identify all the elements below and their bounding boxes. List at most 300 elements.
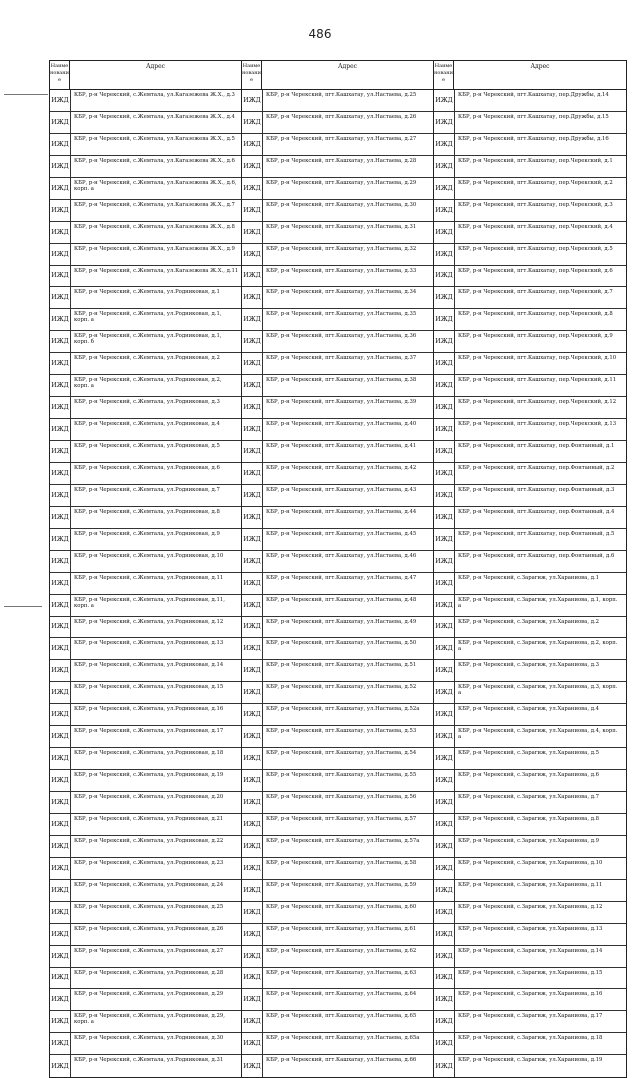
address-text: КБР, р-н Черекский, пгт.Кашхатау, ул.Настаева, д.43 [266, 486, 417, 493]
object-type: ИЖД [242, 792, 263, 813]
address-text: КБР, р-н Черекский, с.Зарагиж, ул.Хараниова, д.16 [458, 991, 603, 998]
address-text: КБР, р-н Черекский, с.Жемтала, ул.Родниковая, д.15 [74, 684, 224, 691]
table-row [434, 156, 626, 178]
address-cell [263, 529, 433, 550]
table-row [434, 134, 626, 156]
address-cell [71, 770, 241, 791]
address-cell [263, 441, 433, 462]
address-text: КБР, р-н Черекский, с.Жемтала, ул.Родниковая, д.3 [74, 399, 220, 406]
object-type: ИЖД [242, 1011, 263, 1032]
address-cell [455, 989, 626, 1010]
table-row [242, 1033, 433, 1055]
object-type: ИЖД [434, 617, 455, 638]
address-text: КБР, р-н Черекский, с.Зарагиж, ул.Хараниова, д.4, корп. [458, 728, 618, 735]
table-row [434, 112, 626, 134]
address-cell [455, 178, 626, 199]
object-type: ИЖД [50, 156, 71, 177]
object-type: ИЖД [242, 485, 263, 506]
address-text: КБР, р-н Черекский, пгт.Кашхатау, ул.Настаева, д.63 [266, 969, 417, 976]
address-text: КБР, р-н Черекский, пгт.Кашхатау, пер.Черекский, д.6 [458, 267, 613, 274]
object-type: ИЖД [434, 726, 455, 747]
address-text: КБР, р-н Черекский, пгт.Кашхатау, ул.Настаева, д.52 [266, 684, 417, 691]
address-text: КБР, р-н Черекский, с.Зарагиж, ул.Хараниова, д.4 [458, 706, 600, 713]
address-text: КБР, р-н Черекский, пгт.Кашхатау, ул.Настаева, д.26 [266, 113, 417, 120]
table-row [50, 1055, 241, 1077]
table-row [242, 1055, 433, 1077]
object-type: ИЖД [242, 660, 263, 681]
address-cell [455, 595, 626, 616]
object-type: ИЖД [242, 331, 263, 352]
object-type: ИЖД [434, 748, 455, 769]
address-text: КБР, р-н Черекский, с.Жемтала, ул.Родниковая, д.10 [74, 552, 224, 559]
address-cell [263, 814, 433, 835]
address-text: КБР, р-н Черекский, пгт.Кашхатау, ул.Настаева, д.45 [266, 530, 417, 537]
address-text: КБР, р-н Черекский, с.Зарагиж, ул.Хараниова, д.17 [458, 1013, 603, 1020]
table-row [50, 244, 241, 266]
address-text: КБР, р-н Черекский, пгт.Кашхатау, ул.Настаева, д.36 [266, 333, 417, 340]
object-type: ИЖД [242, 134, 263, 155]
address-cell [71, 968, 241, 989]
object-type: ИЖД [242, 156, 263, 177]
address-cell [71, 485, 241, 506]
address-cell [71, 156, 241, 177]
address-cell [71, 90, 241, 111]
table-row [50, 1033, 241, 1055]
table-row [434, 858, 626, 880]
object-type: ИЖД [242, 573, 263, 594]
object-type: ИЖД [434, 200, 455, 221]
object-type: ИЖД [50, 353, 71, 374]
address-cell [455, 924, 626, 945]
object-type: ИЖД [434, 353, 455, 374]
table-row [242, 836, 433, 858]
address-text: КБР, р-н Черекский, пгт.Кашхатау, ул.Настаева, д.52а [266, 706, 420, 713]
address-cell [71, 244, 241, 265]
object-type: ИЖД [242, 353, 263, 374]
object-type: ИЖД [242, 507, 263, 528]
address-cell [71, 200, 241, 221]
address-text: КБР, р-н Черекский, пгт.Кашхатау, ул.Настаева, д.25 [266, 92, 417, 98]
address-cell [71, 551, 241, 572]
address-cell [263, 90, 433, 111]
address-text: КБР, р-н Черекский, с.Жемтала, ул.Родниковая, д.4 [74, 421, 220, 428]
address-text: КБР, р-н Черекский, пгт.Кашхатау, ул.Настаева, д.56 [266, 794, 417, 800]
address-cell [71, 638, 241, 659]
object-type: ИЖД [434, 441, 455, 462]
table-row [434, 968, 626, 990]
table-row [50, 968, 241, 990]
address-text: КБР, р-н Черекский, с.Жемтала, ул.Кагазежева Ж.Х., д.4 [74, 113, 235, 120]
address-cell [263, 134, 433, 155]
table-row [242, 463, 433, 485]
address-text: КБР, р-н Черекский, пгт.Кашхатау, ул.Настаева, д.27 [266, 135, 417, 142]
address-cell [263, 287, 433, 308]
table-row [434, 924, 626, 946]
table-row [242, 1011, 433, 1033]
address-cell [455, 287, 626, 308]
object-type: ИЖД [242, 704, 263, 725]
address-cell [263, 989, 433, 1010]
table-row [434, 946, 626, 968]
address-cell [71, 112, 241, 133]
address-suffix: а [458, 602, 462, 609]
object-type: ИЖД [50, 924, 71, 945]
object-type: ИЖД [434, 287, 455, 308]
address-cell [455, 551, 626, 572]
address-text: КБР, р-н Черекский, пгт.Кашхатау, пер.Черекский, д.13 [458, 421, 617, 428]
address-text: КБР, р-н Черекский, пгт.Кашхатау, ул.Настаева, д.60 [266, 903, 417, 910]
object-type: ИЖД [50, 375, 71, 396]
table-row [242, 726, 433, 748]
address-text: КБР, р-н Черекский, пгт.Кашхатау, ул.Настаева, д.61 [266, 925, 417, 932]
table-row [242, 507, 433, 529]
address-text: КБР, р-н Черекский, пгт.Кашхатау, пер.Черекский, д.11 [458, 377, 617, 384]
object-type: ИЖД [50, 880, 71, 901]
address-text: КБР, р-н Черекский, пгт.Кашхатау, ул.Настаева, д.48 [266, 596, 417, 603]
object-type: ИЖД [242, 266, 263, 287]
address-text: КБР, р-н Черекский, пгт.Кашхатау, ул.Настаева, д.51 [266, 662, 417, 669]
table-row [50, 529, 241, 551]
address-cell [455, 134, 626, 155]
table-row [50, 112, 241, 134]
table-row [50, 814, 241, 836]
address-cell [263, 1055, 433, 1077]
object-type: ИЖД [434, 660, 455, 681]
address-cell [71, 463, 241, 484]
object-type: ИЖД [50, 331, 71, 352]
table-row [242, 660, 433, 682]
object-type: ИЖД [50, 529, 71, 550]
table-row [434, 704, 626, 726]
table-row [434, 485, 626, 507]
address-text: КБР, р-н Черекский, с.Зарагиж, ул.Хараниова, д.8 [458, 815, 600, 822]
address-cell [71, 792, 241, 813]
address-text: КБР, р-н Черекский, с.Жемтала, ул.Родниковая, д.28 [74, 969, 224, 976]
object-type: ИЖД [434, 463, 455, 484]
address-text: КБР, р-н Черекский, пгт.Кашхатау, ул.Настаева, д.58 [266, 859, 417, 866]
address-text: КБР, р-н Черекский, пгт.Кашхатау, пер.Черекский, д.2 [458, 179, 613, 186]
object-type: ИЖД [50, 222, 71, 243]
address-text: КБР, р-н Черекский, пгт.Кашхатау, ул.Настаева, д.32 [266, 245, 417, 252]
object-type: ИЖД [50, 266, 71, 287]
object-type: ИЖД [242, 178, 263, 199]
table-row [242, 529, 433, 551]
object-type: ИЖД [50, 968, 71, 989]
object-type: ИЖД [242, 463, 263, 484]
address-cell [71, 660, 241, 681]
table-row [50, 419, 241, 441]
address-cell [71, 726, 241, 747]
object-type: ИЖД [434, 419, 455, 440]
table-row [434, 836, 626, 858]
address-text: КБР, р-н Черекский, пгт.Кашхатау, ул.Настаева, д.42 [266, 464, 417, 471]
address-cell [263, 858, 433, 879]
address-cell [71, 353, 241, 374]
address-text: КБР, р-н Черекский, с.Жемтала, ул.Родниковая, д.22 [74, 837, 224, 844]
object-type: ИЖД [50, 595, 71, 616]
address-cell [71, 1033, 241, 1054]
address-text: КБР, р-н Черекский, пгт.Кашхатау, ул.Настаева, д.40 [266, 421, 417, 428]
object-type: ИЖД [242, 968, 263, 989]
object-type: ИЖД [434, 968, 455, 989]
address-text: КБР, р-н Черекский, пгт.Кашхатау, пер.Черекский, д.5 [458, 245, 613, 252]
address-cell [263, 1011, 433, 1032]
table-row [242, 90, 433, 112]
object-type: ИЖД [50, 748, 71, 769]
address-suffix: корп. а [74, 185, 94, 192]
address-cell [263, 638, 433, 659]
address-text: КБР, р-н Черекский, пгт.Кашхатау, ул.Настаева, д.38 [266, 377, 417, 384]
object-type: ИЖД [242, 617, 263, 638]
address-text: КБР, р-н Черекский, пгт.Кашхатау, ул.Настаева, д.34 [266, 289, 417, 296]
table-row [50, 770, 241, 792]
object-type: ИЖД [50, 770, 71, 791]
address-cell [455, 309, 626, 330]
address-text: КБР, р-н Черекский, с.Жемтала, ул.Родниковая, д.30 [74, 1035, 224, 1042]
address-cell [455, 748, 626, 769]
table-row [434, 90, 626, 112]
address-text: КБР, р-н Черекский, с.Жемтала, ул.Родниковая, д.6 [74, 464, 220, 471]
table-row [242, 200, 433, 222]
table-row [50, 551, 241, 573]
address-text: КБР, р-н Черекский, с.Жемтала, ул.Родниковая, д.11 [74, 574, 224, 581]
address-cell [263, 551, 433, 572]
address-text: КБР, р-н Черекский, с.Жемтала, ул.Родниковая, д.7 [74, 486, 220, 493]
address-cell [263, 1033, 433, 1054]
address-suffix: а [458, 690, 462, 697]
address-cell [71, 375, 241, 396]
object-type: ИЖД [50, 660, 71, 681]
table-row [50, 682, 241, 704]
address-suffix: корп. а [74, 1019, 94, 1026]
object-type: ИЖД [434, 573, 455, 594]
object-type: ИЖД [242, 222, 263, 243]
object-type: ИЖД [434, 551, 455, 572]
address-cell [455, 266, 626, 287]
object-type: ИЖД [50, 638, 71, 659]
table-column [50, 61, 242, 1077]
address-cell [71, 419, 241, 440]
object-type: ИЖД [242, 1055, 263, 1077]
object-type: ИЖД [50, 485, 71, 506]
address-text: КБР, р-н Черекский, пгт.Кашхатау, ул.Настаева, д.31 [266, 223, 417, 230]
address-text: КБР, р-н Черекский, с.Жемтала, ул.Родниковая, д.1, [74, 311, 222, 318]
address-cell [263, 200, 433, 221]
table-row [242, 397, 433, 419]
address-cell [455, 507, 626, 528]
address-text: КБР, р-н Черекский, с.Жемтала, ул.Родниковая, д.5 [74, 443, 220, 449]
scan-mark-line [4, 606, 42, 607]
object-type: ИЖД [242, 814, 263, 835]
object-type: ИЖД [50, 244, 71, 265]
object-type: ИЖД [50, 682, 71, 703]
table-row [242, 309, 433, 331]
table-row [242, 770, 433, 792]
address-text: КБР, р-н Черекский, с.Жемтала, ул.Родниковая, д.12 [74, 618, 224, 625]
table-row [50, 880, 241, 902]
address-text: КБР, р-н Черекский, пгт.Кашхатау, ул.Настаева, д.39 [266, 399, 417, 406]
address-text: КБР, р-н Черекский, пгт.Кашхатау, пер.Фонтанный, д.1 [458, 443, 615, 449]
address-cell [263, 924, 433, 945]
table-row [50, 375, 241, 397]
object-type: ИЖД [434, 814, 455, 835]
address-cell [263, 309, 433, 330]
object-type: ИЖД [242, 902, 263, 923]
address-cell [263, 660, 433, 681]
object-type: ИЖД [242, 682, 263, 703]
object-type: ИЖД [50, 419, 71, 440]
table-row [434, 989, 626, 1011]
address-cell [455, 660, 626, 681]
table-row [50, 595, 241, 617]
table-row [434, 287, 626, 309]
table-row [242, 266, 433, 288]
address-cell [263, 419, 433, 440]
address-text: КБР, р-н Черекский, с.Жемтала, ул.Родниковая, д.11, [74, 596, 225, 603]
object-type: ИЖД [50, 463, 71, 484]
table-row [50, 353, 241, 375]
address-text: КБР, р-н Черекский, пгт.Кашхатау, пер.Дружбы, д.16 [458, 135, 609, 142]
address-text: КБР, р-н Черекский, пгт.Кашхатау, ул.Настаева, д.41 [266, 443, 417, 449]
table-row [434, 529, 626, 551]
address-text: КБР, р-н Черекский, с.Жемтала, ул.Кагазежева Ж.Х., д.6 [74, 157, 235, 164]
table-row [50, 836, 241, 858]
object-type: ИЖД [242, 946, 263, 967]
table-row [50, 441, 241, 463]
object-type: ИЖД [434, 1011, 455, 1032]
address-text: КБР, р-н Черекский, пгт.Кашхатау, ул.Настаева, д.55 [266, 772, 417, 779]
table-row [434, 200, 626, 222]
address-cell [455, 375, 626, 396]
address-text: КБР, р-н Черекский, пгт.Кашхатау, ул.Настаева, д.57а [266, 837, 420, 844]
table-row [434, 814, 626, 836]
table-row [50, 858, 241, 880]
address-cell [263, 485, 433, 506]
table-row [434, 617, 626, 639]
address-cell [455, 858, 626, 879]
address-cell [263, 375, 433, 396]
address-suffix: а [458, 734, 462, 741]
object-type: ИЖД [242, 770, 263, 791]
address-cell [455, 946, 626, 967]
address-text: КБР, р-н Черекский, с.Жемтала, ул.Родниковая, д.23 [74, 859, 224, 866]
address-text: КБР, р-н Черекский, пгт.Кашхатау, ул.Настаева, д.30 [266, 201, 417, 208]
object-type: ИЖД [50, 397, 71, 418]
address-cell [263, 968, 433, 989]
table-row [434, 1011, 626, 1033]
address-text: КБР, р-н Черекский, с.Жемтала, ул.Родниковая, д.9 [74, 530, 220, 537]
object-type: ИЖД [242, 1033, 263, 1054]
object-type: ИЖД [50, 617, 71, 638]
address-text: КБР, р-н Черекский, с.Жемтала, ул.Кагазежева Ж.Х., д.6, [74, 179, 237, 186]
object-type: ИЖД [434, 1033, 455, 1054]
address-cell [263, 573, 433, 594]
table-row [434, 441, 626, 463]
address-text: КБР, р-н Черекский, пгт.Кашхатау, пер.Фонтанный, д.3 [458, 486, 615, 493]
table-header [434, 61, 626, 90]
object-type: ИЖД [50, 134, 71, 155]
table-row [50, 1011, 241, 1033]
address-cell [263, 463, 433, 484]
address-cell [263, 156, 433, 177]
address-cell [455, 397, 626, 418]
object-type: ИЖД [434, 1055, 455, 1077]
address-text: КБР, р-н Черекский, с.Жемтала, ул.Родниковая, д.26 [74, 925, 224, 932]
object-type: ИЖД [50, 814, 71, 835]
address-text: КБР, р-н Черекский, пгт.Кашхатау, пер.Черекский, д.3 [458, 201, 613, 208]
address-cell [263, 704, 433, 725]
address-cell [71, 858, 241, 879]
object-type: ИЖД [242, 90, 263, 111]
address-cell [263, 617, 433, 638]
address-text: КБР, р-н Черекский, с.Жемтала, ул.Родниковая, д.1, [74, 333, 222, 340]
address-cell [263, 770, 433, 791]
object-type: ИЖД [434, 682, 455, 703]
address-header: Адрес [338, 63, 357, 70]
object-type: ИЖД [50, 90, 71, 111]
address-text: КБР, р-н Черекский, с.Зарагиж, ул.Хараниова, д.2, корп. [458, 640, 618, 647]
address-text: КБР, р-н Черекский, пгт.Кашхатау, ул.Настаева, д.57 [266, 815, 417, 822]
address-cell [263, 178, 433, 199]
object-type: ИЖД [242, 397, 263, 418]
table-row [50, 792, 241, 814]
table-row [242, 858, 433, 880]
address-text: КБР, р-н Черекский, с.Жемтала, ул.Кагазежева Ж.Х., д.5 [74, 135, 235, 142]
address-cell [455, 200, 626, 221]
table-row [242, 134, 433, 156]
table-row [434, 880, 626, 902]
address-text: КБР, р-н Черекский, пгт.Кашхатау, ул.Настаева, д.44 [266, 508, 417, 515]
table-row [242, 419, 433, 441]
table-row [242, 968, 433, 990]
address-text: КБР, р-н Черекский, с.Жемтала, ул.Кагазежева Ж.Х., д.8 [74, 223, 235, 230]
address-cell [263, 836, 433, 857]
address-text: КБР, р-н Черекский, с.Зарагиж, ул.Хараниова, д.7 [458, 794, 600, 800]
address-cell [263, 595, 433, 616]
table-row [50, 200, 241, 222]
address-cell [71, 134, 241, 155]
address-cell [71, 748, 241, 769]
address-cell [455, 726, 626, 747]
table-row [434, 682, 626, 704]
address-text: КБР, р-н Черекский, пгт.Кашхатау, ул.Настаева, д.37 [266, 355, 417, 362]
kind-header: Наименование [50, 61, 70, 89]
address-text: КБР, р-н Черекский, с.Жемтала, ул.Родниковая, д.13 [74, 640, 224, 647]
address-text: КБР, р-н Черекский, пгт.Кашхатау, ул.Настаева, д.53 [266, 728, 417, 735]
address-cell [71, 178, 241, 199]
table-row [242, 112, 433, 134]
object-type: ИЖД [434, 989, 455, 1010]
object-type: ИЖД [434, 924, 455, 945]
address-cell [455, 968, 626, 989]
address-text: КБР, р-н Черекский, с.Жемтала, ул.Родниковая, д.29 [74, 991, 224, 998]
address-cell [71, 617, 241, 638]
object-type: ИЖД [242, 551, 263, 572]
table-row [50, 222, 241, 244]
address-cell [71, 836, 241, 857]
address-text: КБР, р-н Черекский, с.Жемтала, ул.Родниковая, д.2 [74, 355, 220, 362]
object-type: ИЖД [50, 1011, 71, 1032]
address-cell [71, 704, 241, 725]
address-text: КБР, р-н Черекский, пгт.Кашхатау, ул.Настаева, д.33 [266, 267, 417, 274]
address-text: КБР, р-н Черекский, с.Жемтала, ул.Родниковая, д.16 [74, 706, 224, 713]
object-type: ИЖД [50, 287, 71, 308]
address-text: КБР, р-н Черекский, пгт.Кашхатау, ул.Настаева, д.65 [266, 1013, 417, 1020]
table-row [50, 90, 241, 112]
address-text: КБР, р-н Черекский, пгт.Кашхатау, ул.Настаева, д.46 [266, 552, 417, 559]
table-row [242, 595, 433, 617]
table-row [434, 463, 626, 485]
